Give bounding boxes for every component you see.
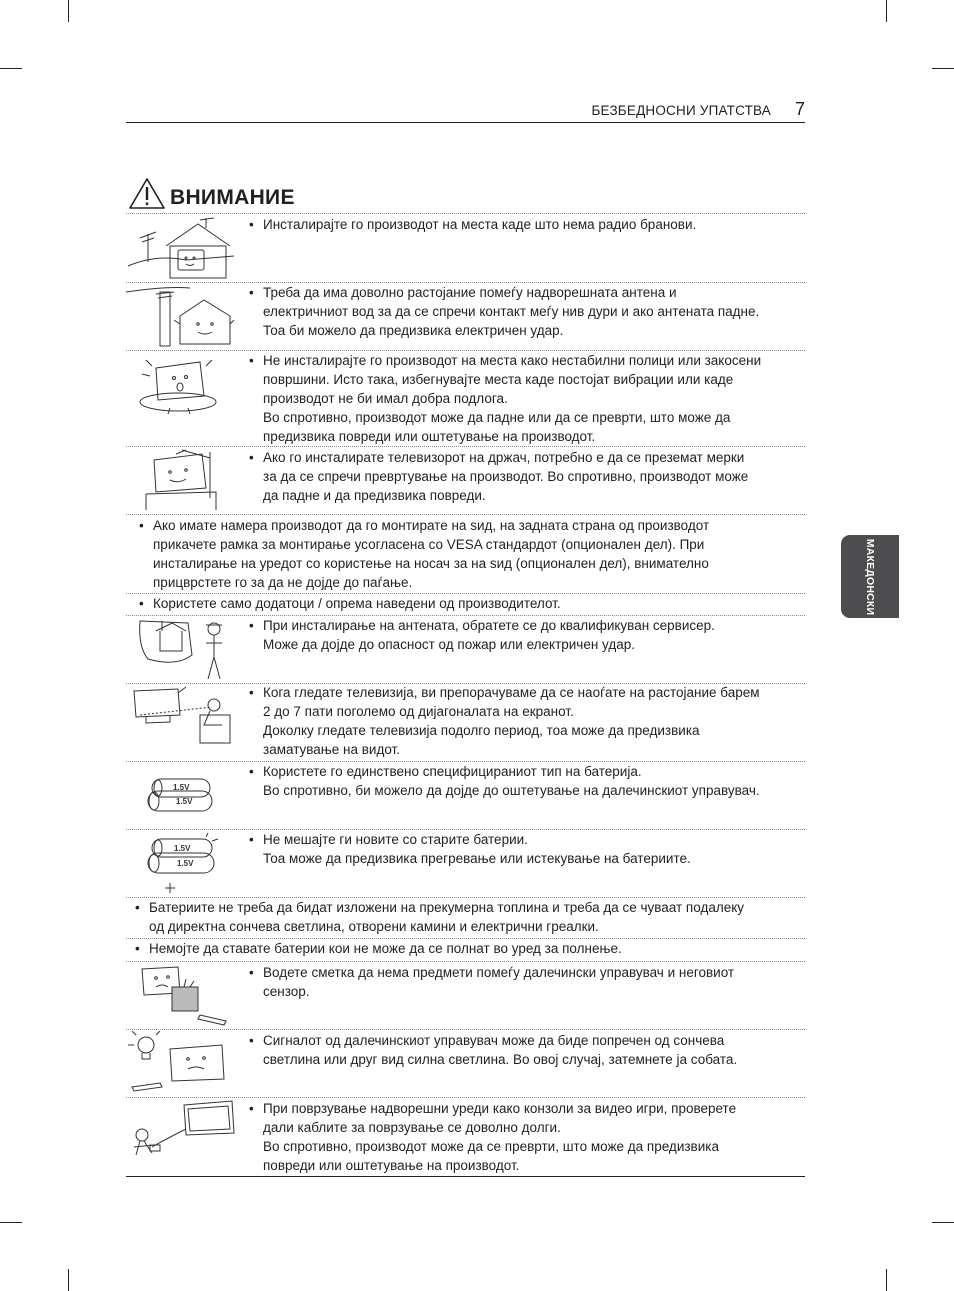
illustration — [126, 1099, 236, 1163]
bullet-line: повреди или оштетување на производот. — [263, 1158, 520, 1173]
strong-light-icon — [126, 1031, 236, 1095]
illustration — [126, 216, 236, 280]
bullet-line: Тоа би можело да предизвика електричен удар. — [263, 323, 564, 338]
bullet-text — [149, 939, 798, 958]
bullet-line: прикачете рамка за монтирање усогласена со VESA стандардот (опционален дел). При — [153, 537, 705, 552]
page-number: 7 — [794, 99, 805, 119]
bullet-line: 2 до 7 пати поголемо од дијагоналата на екранот. — [263, 704, 574, 719]
bullet-line: Кога гледате телевизија, ви препорачуваме да се наоѓате на растојание барем — [263, 685, 760, 700]
row-separator — [126, 446, 805, 447]
illustration — [126, 831, 236, 895]
bullet-line: При инсталирање на антената, обратете се до квалификуван сервисер. — [263, 618, 715, 633]
antenna-powerline-icon — [126, 284, 236, 348]
bullet-text — [263, 1099, 798, 1175]
running-title: БЕЗБЕДНОСНИ УПАТСТВА — [591, 103, 771, 118]
mixed-batteries-icon — [126, 831, 236, 895]
battery-label: 1.5V — [174, 844, 191, 853]
bullet-line: Може да дојде до опасност од пожар или електричен удар. — [263, 637, 636, 652]
bullet-line: Батериите не треба да бидат изложени на прекумерна топлина и треба да се чуваат подалеку — [149, 900, 745, 915]
illustration — [126, 617, 236, 681]
bullet-line: Инсталирајте го производот на места каде што нема радио бранови. — [263, 217, 697, 232]
crop-mark — [886, 0, 887, 22]
cable-length-icon — [126, 1099, 236, 1163]
bullet-line: предизвика повреди или оштетување на производот. — [263, 429, 596, 444]
bullet-marker: • — [249, 965, 254, 980]
bullet-text — [263, 762, 798, 800]
illustration — [126, 763, 236, 827]
bullet-marker: • — [249, 285, 254, 300]
crop-mark — [932, 68, 954, 69]
bullet-line: електричниот вод за да се спречи контакт меѓу нив дури и ако антената падне. — [263, 304, 760, 319]
bullet-marker: • — [139, 518, 144, 533]
warning-triangle-icon — [128, 176, 166, 210]
bullet-line: површини. Исто така, избегнувајте места каде постојат вибрации или каде — [263, 372, 734, 387]
bullet-marker: • — [249, 217, 254, 232]
bullet-text — [263, 616, 798, 654]
row-separator — [126, 1029, 805, 1030]
bullet-line: Сигналот од далечинскиот управувач може да биде попречен од сончева — [263, 1033, 725, 1048]
bullet-marker: • — [249, 685, 254, 700]
bullet-line: од директна сончева светлина, отворени камини и електрични греалки. — [149, 919, 599, 934]
bullet-text — [263, 448, 798, 505]
batteries-icon — [126, 763, 236, 827]
bullet-line: При поврзување надворешни уреди како конзоли за видео игри, проверете — [263, 1101, 737, 1116]
bullet-line: Водете сметка да нема предмети помеѓу далечински управувач и неговиот — [263, 965, 735, 980]
bullet-line: да падне и да предизвика повреди. — [263, 488, 486, 503]
illustration — [126, 284, 236, 348]
bullet-line: инсталирање на уредот со користење на носач за на ѕид (опционален дел), внимателно — [153, 556, 709, 571]
bullet-marker: • — [249, 450, 254, 465]
crop-mark — [68, 0, 69, 22]
bullet-marker: • — [249, 764, 254, 779]
language-tab-label: МАКЕДОНСКИ — [864, 538, 876, 615]
bullet-text — [263, 683, 798, 759]
bullet-line: Ако имате намера производот да го монтирате на ѕид, на задната страна од производот — [153, 518, 710, 533]
bullet-text — [153, 516, 798, 592]
crop-mark — [0, 1222, 22, 1223]
bullet-text — [149, 898, 798, 936]
battery-label: 1.5V — [176, 797, 193, 806]
bullet-line: заматување на видот. — [263, 742, 400, 757]
bullet-line: Во спротивно, производот може да се преврти, што може да предизвика — [263, 1139, 719, 1154]
row-separator — [126, 514, 805, 515]
bullet-line: за да се спречи превртување на производот. Во спротивно, производот може — [263, 469, 749, 484]
crop-mark — [0, 68, 22, 69]
caution-title: ВНИМАНИЕ — [170, 186, 295, 209]
bullet-line: Ако го инсталирате телевизорот на држач, потребно е да се преземат мерки — [263, 450, 745, 465]
battery-label: 1.5V — [177, 859, 194, 868]
bullet-line: сензор. — [263, 984, 310, 999]
illustration — [126, 448, 236, 512]
bullet-text — [263, 215, 798, 234]
bullet-line: светлина или друг вид силна светлина. Во овој случај, затемнете ја собата. — [263, 1052, 738, 1067]
bullet-marker: • — [249, 618, 254, 633]
viewing-distance-icon — [126, 685, 236, 749]
page-header — [126, 98, 805, 123]
row-separator — [126, 1097, 805, 1098]
bullet-marker: • — [249, 353, 254, 368]
unstable-tv-icon — [126, 352, 236, 416]
bullet-line: Доколку гледате телевизија подолго период, тоа може да предизвика — [263, 723, 700, 738]
antenna-technician-icon — [126, 617, 236, 681]
bullet-line: Во спротивно, производот може да падне или да се преврти, што може да — [263, 410, 731, 425]
bullet-text — [263, 963, 798, 1001]
remote-obstruction-icon — [126, 963, 236, 1027]
bullet-line: дали каблите за поврзување се доволно долги. — [263, 1120, 561, 1135]
row-separator — [126, 961, 805, 962]
row-separator — [126, 213, 805, 214]
bullet-text — [263, 830, 798, 868]
bullet-marker: • — [249, 1033, 254, 1048]
illustration — [126, 685, 236, 749]
bullet-line: Во спротивно, би можело да дојде до оштетување на далечинскиот управувач. — [263, 783, 760, 798]
bullet-line: Не мешајте ги новите со старите батерии. — [263, 832, 528, 847]
house-antenna-icon — [126, 216, 236, 280]
bullet-marker: • — [249, 1101, 254, 1116]
battery-label: 1.5V — [173, 783, 190, 792]
bullet-line: Користете само додатоци / опрема наведени од производителот. — [153, 596, 561, 611]
bullet-marker: • — [135, 900, 140, 915]
illustration — [126, 963, 236, 1027]
bullet-marker: • — [249, 832, 254, 847]
bullet-line: Тоа може да предизвика прегревање или истекување на батериите. — [263, 851, 691, 866]
bullet-line: прицврстете го за да не дојде до паѓање. — [153, 575, 413, 590]
bullet-marker: • — [139, 596, 144, 611]
language-tab — [841, 535, 899, 618]
illustration — [126, 352, 236, 416]
bullet-line: Не инсталирајте го производот на места како нестабилни полици или закосени — [263, 353, 762, 368]
crop-mark — [68, 1269, 69, 1291]
bullet-text — [263, 1031, 798, 1069]
bullet-text — [263, 283, 798, 340]
bullet-marker: • — [135, 941, 140, 956]
bullet-text — [153, 594, 798, 613]
bullet-line: Треба да има доволно растојание помеѓу надворешната антена и — [263, 285, 677, 300]
bullet-line: Немојте да ставате батерии кои не може да се полнат во уред за полнење. — [149, 941, 622, 956]
bullet-line: производот не би имал добра подлога. — [263, 391, 508, 406]
crop-mark — [932, 1222, 954, 1223]
tv-stand-strap-icon — [126, 448, 236, 512]
bullet-text — [263, 351, 798, 446]
bullet-line: Користете го единствено специфицираниот тип на батерија. — [263, 764, 642, 779]
illustration — [126, 1031, 236, 1095]
bottom-rule — [126, 1176, 805, 1177]
crop-mark — [886, 1269, 887, 1291]
